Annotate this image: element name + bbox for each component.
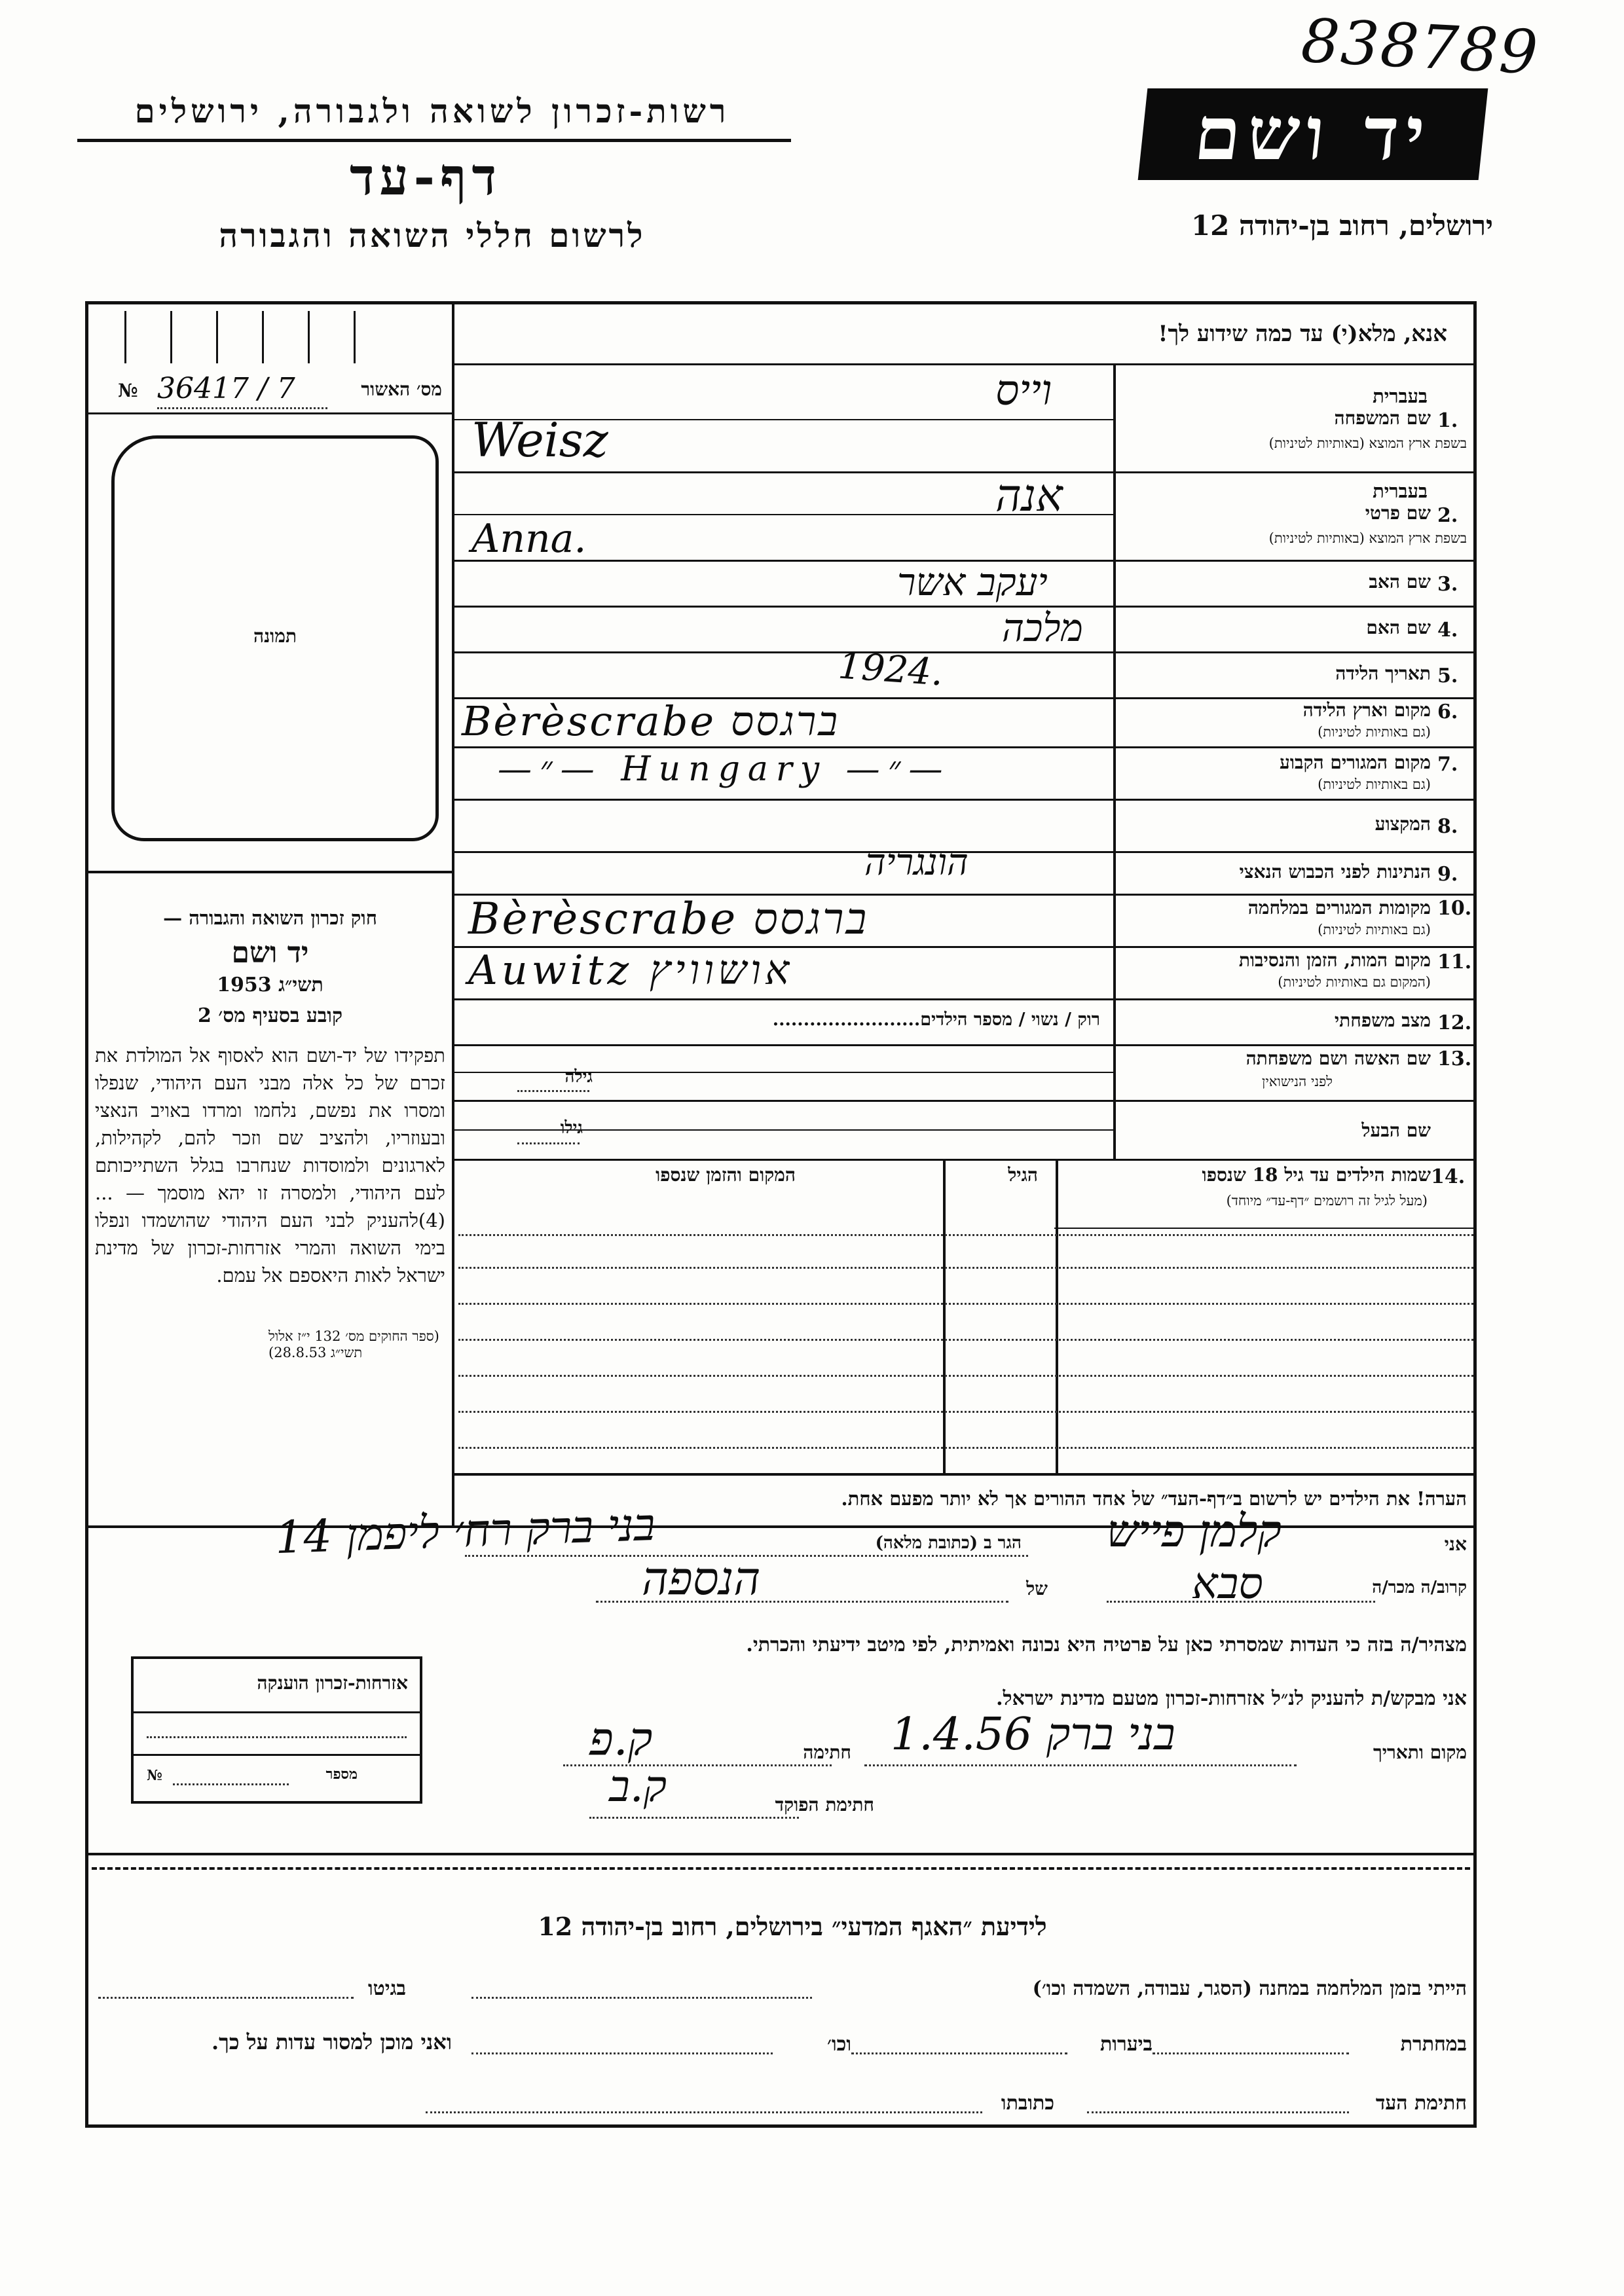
bottom-line1-ghetto: בגיטו — [367, 1977, 406, 2000]
field10-label: מקומות המגורים במלחמה — [1247, 897, 1431, 919]
field-husband-label: שם הבעל — [1361, 1120, 1431, 1141]
law-body: תפקידו של יד-ושם הוא לאסוף אל המולדת את זכרם של כל אלה מבני העם היהודי, שנפלו ומסרו את נפשם, נלחמו ומרדו באויב הנאצי ובעוזריו, ולהציב שם וזכר להם, לקהילות, לארגונים ולמוסדות שנחרבו בגלל השתייכותם לעם היהודי, ולמסרה זו יהא מוסמך — ...(4)להעניק לבני העם היהודי שהושמדו ונפלו בימי השואה והמרי אזרחות-זכרון של מדינת ישראל לאות היאספם אל עמם. — [95, 1044, 445, 1286]
citizenship-prefix: № — [147, 1767, 162, 1784]
field1-sub: בשפת ארץ המוצא (באותיות לטיניות) — [1268, 435, 1467, 451]
field5-label: תאריך הלידה — [1335, 663, 1431, 684]
children-row-4[interactable] — [458, 1339, 1473, 1341]
bottom-line2-dotted-c[interactable] — [471, 2052, 773, 2054]
field8-label: המקצוע — [1375, 813, 1431, 835]
bottom-line2-ready: ואני מוכן למסור עדות על כך. — [211, 2030, 452, 2054]
field11-value[interactable]: Auwitz אושוויץ — [468, 946, 794, 994]
photo-rule — [85, 871, 452, 873]
bottom-line3-address: כתובתו — [1001, 2092, 1054, 2115]
citizenship-title: אזרחות-זכרון הוענקה — [257, 1672, 408, 1694]
declarant-address-value[interactable]: בני ברק רח׳ ליפמן 14 — [274, 1499, 656, 1565]
field13-num: 13. — [1437, 1048, 1472, 1070]
approval-value[interactable]: 36417 / 7 — [157, 372, 295, 405]
bottom-line2-forests: ביערות — [1099, 2033, 1153, 2056]
children-num: 14. — [1431, 1165, 1466, 1188]
children-col-place: המקום והזמן שנספו — [655, 1164, 796, 1186]
field2-num: 2. — [1437, 504, 1458, 527]
declarant-relation-value[interactable]: סבא — [1192, 1558, 1263, 1609]
approval-prefix: № — [118, 380, 138, 401]
declarant-of-label: של — [1026, 1578, 1048, 1599]
field2-sub: בשפת ארץ המוצא (באותיות לטיניות) — [1268, 530, 1467, 546]
children-label: שמות הילדים עד גיל 18 שנספו — [1202, 1164, 1431, 1186]
field1-label: שם המשפחה — [1334, 407, 1431, 429]
declarant-of-dotted — [596, 1601, 1008, 1603]
field9-value[interactable]: הונגריה — [864, 841, 969, 884]
field7-num: 7. — [1437, 753, 1458, 776]
bottom-line2-underground: במחתרת — [1400, 2033, 1467, 2056]
law-name: יד ושם — [231, 936, 309, 970]
bottom-dashed-rule — [92, 1867, 1470, 1870]
children-divider-2 — [943, 1159, 946, 1473]
field7-label: מקום המגורים הקבוע — [1280, 752, 1431, 773]
children-header-rule — [1054, 1228, 1473, 1229]
field10-sub: (גם באותיות לטיניות) — [1318, 922, 1431, 938]
field5-value[interactable]: 1924. — [836, 644, 945, 695]
field12-value[interactable]: רוק / נשוי / מספר הילדים........................ — [772, 1010, 1100, 1030]
bottom-line3-dotted-a[interactable] — [1087, 2111, 1349, 2113]
law-clause: קובע בסעיף מס׳ 2 — [197, 1004, 343, 1027]
field6-num: 6. — [1437, 701, 1458, 723]
declarant-officer-value[interactable]: ק.ב — [609, 1761, 667, 1812]
field10-value[interactable]: Bèrèscrabe ברגסס — [468, 894, 869, 944]
law-heading: חוק זכרון השואה והגבורה — — [163, 907, 377, 929]
children-row-2[interactable] — [458, 1267, 1473, 1269]
field10-num: 10. — [1437, 897, 1472, 920]
children-row-6[interactable] — [458, 1411, 1473, 1413]
bottom-line3-witness-sig: חתימת העד — [1375, 2092, 1467, 2115]
field13-label: שם האשה ושם משפחתה — [1246, 1048, 1431, 1069]
declarant-request: אני מבקש/ת להעניק לנ״ל אזרחות-זכרון מטעם מדינת ישראל. — [996, 1687, 1467, 1710]
field2-latin-value[interactable]: Anna. — [471, 516, 587, 562]
field1-hebrew-value[interactable]: וייס — [995, 367, 1052, 415]
declarant-i-value[interactable]: קלמן פייש — [1107, 1506, 1282, 1558]
bottom-line2-etc: וכו׳ — [827, 2033, 851, 2056]
field11-sub: (המקום גם באותיות לטיניות) — [1278, 974, 1431, 990]
bottom-line3-dotted-b[interactable] — [426, 2111, 982, 2113]
field7-value[interactable]: —״— Hungary —״— — [498, 750, 951, 789]
husband-age-dotted — [517, 1142, 580, 1144]
children-row-7[interactable] — [458, 1447, 1473, 1449]
field9-label: הנתינות לפני הכבוש הנאצי — [1239, 861, 1431, 883]
husband-age-label: גילו — [560, 1118, 583, 1138]
declarant-signature-label: חתימה — [803, 1741, 851, 1763]
law-citation: (ספר החוקים מס׳ 132 י״ז אלול תשי״ג 28.8.53) — [268, 1328, 439, 1360]
field4-num: 4. — [1437, 619, 1458, 642]
field12-num: 12. — [1437, 1011, 1472, 1034]
bottom-line1-dotted-b[interactable] — [98, 1997, 354, 1999]
field13-sub: לפני הנישואין — [1262, 1074, 1333, 1089]
declarant-relation-label: קרוב/ה מכר/ה — [1372, 1578, 1467, 1597]
approval-rule — [85, 412, 452, 414]
children-divider-1 — [1056, 1159, 1058, 1473]
label-column-divider — [1113, 363, 1116, 1159]
field2-label: שם פרטי — [1365, 502, 1431, 524]
law-year: תשי״ג 1953 — [217, 974, 323, 996]
field5-num: 5. — [1437, 665, 1458, 687]
field11-label: מקום המות, הזמן והנסיבות — [1238, 949, 1431, 971]
photo-label: תמונה — [253, 625, 297, 647]
law-box — [95, 907, 445, 1361]
field3-label: שם האב — [1369, 571, 1431, 592]
photo-box — [111, 435, 439, 841]
approval-dotted — [157, 407, 327, 409]
instruction-text: אנא, מלא(י) עד כמה שידוע לך! — [1158, 321, 1447, 347]
field1-hebrew-tag: בעברית — [1373, 385, 1428, 407]
field6-label: מקום וארץ הלידה — [1302, 699, 1431, 721]
bottom-line1-dotted-a[interactable] — [471, 1997, 812, 1999]
form-title: דף-עד — [350, 147, 502, 207]
field11-num: 11. — [1437, 951, 1472, 974]
children-sub: (מעל לגיל זה רושמים ״דף-עד״ מיוחד) — [1226, 1193, 1428, 1209]
field13-age-dotted — [517, 1090, 589, 1092]
declarant-place-date-label: מקום ותאריך — [1373, 1741, 1467, 1763]
field9-num: 9. — [1437, 863, 1458, 886]
left-top-ticks — [98, 311, 445, 363]
field3-value[interactable]: יעקב אשר — [897, 560, 1048, 604]
field1-num: 1. — [1437, 409, 1458, 432]
field2-hebrew-tag: בעברית — [1373, 480, 1428, 502]
declarant-declaration: מצהיר/ה בזה כי העדות שמסרתי כאן על פרטיה היא נכונה ואמיתית, לפי מיטב ידיעתי והכרתי. — [746, 1633, 1467, 1656]
field7-sub: (גם באותיות לטיניות) — [1318, 776, 1431, 792]
declarant-relation-dotted — [1107, 1601, 1375, 1603]
field4-value[interactable]: מלכה — [1002, 606, 1083, 650]
field13-age-label: גילה — [564, 1067, 593, 1087]
declarant-signature-dotted — [563, 1764, 832, 1766]
declarant-officer-dotted — [589, 1817, 799, 1819]
field6-value[interactable]: Bèrèscrabe ברגסס — [462, 697, 840, 745]
form-subtitle: לרשום חללי השואה והגבורה — [219, 216, 646, 255]
field1-latin-value[interactable]: Weisz — [471, 412, 608, 467]
field2-hebrew-value[interactable]: אנה — [995, 470, 1063, 522]
bottom-section-rule — [85, 1853, 1477, 1855]
field8-num: 8. — [1437, 815, 1458, 838]
org-line: רשות-זכרון לשואה ולגבורה, ירושלים — [134, 92, 730, 130]
note-top-rule — [454, 1473, 1476, 1476]
bottom-line2-dotted-a[interactable] — [1153, 2052, 1349, 2054]
yad-vashem-logo — [1138, 88, 1488, 180]
field3-num: 3. — [1437, 573, 1458, 596]
field6-sub: (גם באותיות לטיניות) — [1318, 724, 1431, 740]
field4-label: שם האם — [1366, 617, 1431, 638]
declarant-place-date-value[interactable]: בני ברק 1.4.56 — [891, 1709, 1175, 1760]
address-line: ירושלים, רחוב בן-יהודה 12 — [1190, 210, 1493, 242]
declarant-signature-value[interactable]: ק.פ — [589, 1712, 653, 1766]
declarant-i-label: אני — [1444, 1533, 1467, 1555]
instruction-rule — [454, 363, 1476, 365]
citizenship-number-label: מספר — [325, 1766, 358, 1783]
left-column-divider — [452, 301, 454, 1525]
citizenship-box — [131, 1656, 422, 1804]
approval-label: מס׳ האשור — [361, 378, 442, 400]
children-row-3[interactable] — [458, 1303, 1473, 1305]
children-row-1[interactable] — [458, 1234, 1473, 1236]
declarant-place-date-dotted — [864, 1764, 1297, 1766]
note-text: הערה! את הילדים יש לרשום ב״דף-העד״ של אחד ההורים אך לא יותר מפעם אחת. — [841, 1487, 1467, 1510]
bottom-title: לידיעת ״האגף המדעי״ בירושלים, רחוב בן-יהודה 12 — [538, 1912, 1047, 1941]
declarant-officer-label: חתימת הפוקד — [775, 1794, 874, 1815]
declarant-resides-label: הגר ב (כתובת מלאה) — [875, 1533, 1022, 1553]
archive-number: 838789 — [1299, 5, 1541, 88]
bottom-line2-dotted-b[interactable] — [851, 2052, 1067, 2054]
approval-row — [98, 367, 445, 412]
logo-text: יד ושם — [1190, 91, 1435, 177]
bottom-line1-camp: הייתי בזמן המלחמה במחנה (הסגר, עבודה, השמדה וכו׳) — [1032, 1977, 1467, 2000]
children-row-5[interactable] — [458, 1375, 1473, 1377]
declarant-of-value[interactable]: הנספה — [642, 1552, 761, 1605]
org-underline — [77, 139, 791, 142]
field12-label: מצב משפחתי — [1334, 1010, 1431, 1031]
children-col-age: הגיל — [1008, 1164, 1038, 1186]
